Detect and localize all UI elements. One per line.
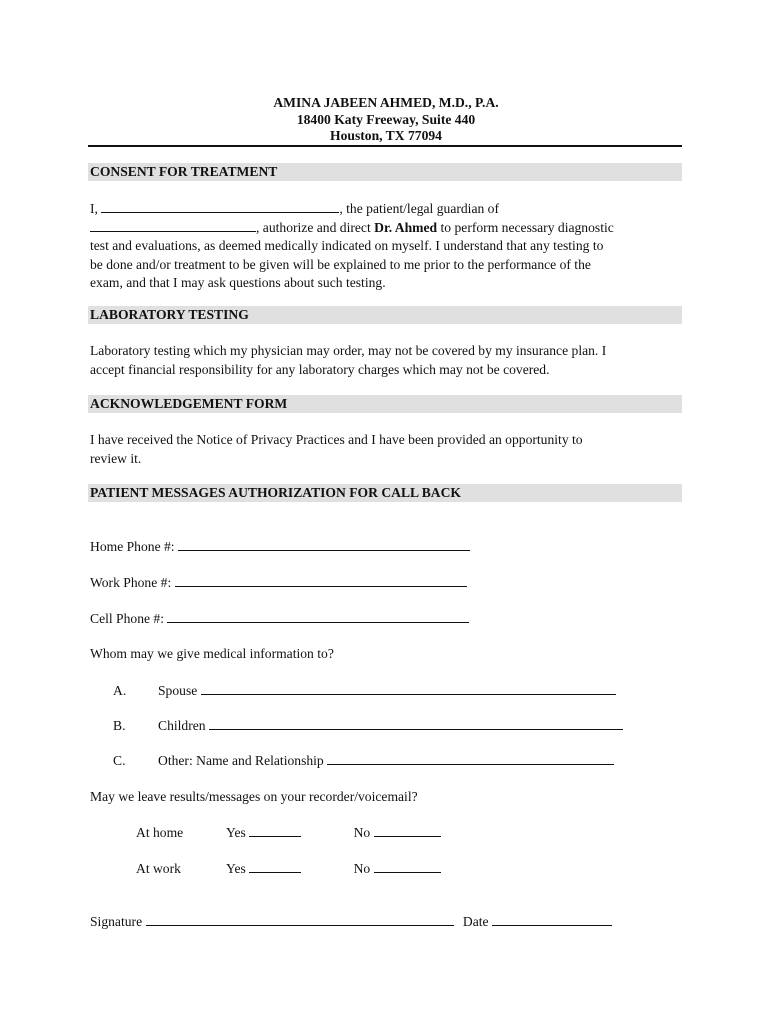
no-label: No [353, 861, 371, 876]
ack-paragraph [90, 431, 682, 468]
practice-header [90, 95, 682, 145]
at-work-yes-field[interactable] [249, 860, 301, 873]
home-phone-row [90, 538, 470, 555]
date-field[interactable] [492, 913, 612, 926]
whom-question: Whom may we give medical information to? [90, 646, 334, 661]
other-relationship-field[interactable] [327, 752, 614, 765]
option-children-row [113, 717, 623, 734]
no-label: No [353, 825, 371, 840]
at-home-yes-field[interactable] [249, 824, 301, 837]
option-label: Other: Name and Relationship [158, 753, 324, 768]
children-field[interactable] [209, 717, 623, 730]
consent-authorize-text: , authorize and direct [256, 219, 371, 235]
header-divider [88, 145, 682, 147]
consent-i: I, [90, 201, 98, 216]
lab-paragraph [90, 342, 682, 379]
home-phone-field[interactable] [178, 538, 470, 551]
yes-label: Yes [226, 825, 246, 840]
consent-line-3: test and evaluations, as deemed medically indicated on myself. I understand that any testing to [90, 238, 604, 253]
cell-phone-field[interactable] [167, 610, 469, 623]
at-home-no-field[interactable] [374, 824, 441, 837]
option-label: Spouse [158, 683, 198, 698]
option-label: Children [158, 718, 206, 733]
date-label: Date [462, 914, 489, 929]
option-letter: B. [113, 718, 126, 733]
consent-paragraph [90, 200, 682, 293]
practice-name: AMINA JABEEN AHMED, M.D., P.A. [273, 95, 499, 110]
at-work-row [136, 860, 441, 877]
signature-row [90, 913, 612, 930]
work-phone-field[interactable] [175, 574, 467, 587]
consent-line-5: exam, and that I may ask questions about such testing. [90, 275, 386, 290]
at-home-row [136, 824, 441, 841]
practice-address: 18400 Katy Freeway, Suite 440 [296, 111, 476, 127]
at-work-label: At work [136, 861, 181, 876]
ack-line-2: review it. [90, 450, 142, 466]
signature-label: Signature [90, 914, 143, 929]
option-other-row [113, 752, 614, 769]
lab-line-1: Laboratory testing which my physician may order, may not be covered by my insurance plan. I [90, 343, 607, 358]
at-work-no-field[interactable] [374, 860, 441, 873]
option-spouse-row [113, 682, 616, 699]
section-messages-heading: PATIENT MESSAGES AUTHORIZATION FOR CALL BACK [88, 484, 682, 502]
doctor-name: Dr. Ahmed [374, 219, 438, 235]
ack-line-1: I have received the Notice of Privacy Practices and I have been provided an opportunity to [90, 432, 583, 447]
practice-city: Houston, TX 77094 [330, 128, 442, 143]
cell-phone-row [90, 610, 469, 627]
signature-field[interactable] [146, 913, 454, 926]
yes-label: Yes [226, 861, 246, 876]
section-lab-heading: LABORATORY TESTING [88, 306, 682, 324]
voicemail-question: May we leave results/messages on your recorder/voicemail? [90, 789, 418, 804]
spouse-field[interactable] [201, 682, 616, 695]
at-home-label: At home [136, 825, 184, 840]
consent-line-4: be done and/or treatment to be given will be explained to me prior to the performance of the [90, 256, 591, 272]
lab-line-2: accept financial responsibility for any laboratory charges which may not be covered. [90, 361, 550, 377]
option-letter: A. [113, 683, 127, 698]
guardian-of-field[interactable] [90, 219, 256, 232]
home-phone-label: Home Phone #: [90, 539, 175, 554]
cell-phone-label: Cell Phone #: [90, 611, 165, 626]
patient-name-field[interactable] [101, 200, 339, 213]
work-phone-label: Work Phone #: [90, 575, 172, 590]
consent-guardian-text: , the patient/legal guardian of [339, 201, 500, 216]
consent-perform-text: to perform necessary diagnostic [440, 219, 614, 235]
option-letter: C. [113, 753, 126, 768]
section-consent-heading: CONSENT FOR TREATMENT [88, 163, 682, 181]
work-phone-row [90, 574, 467, 591]
section-ack-heading: ACKNOWLEDGEMENT FORM [88, 395, 682, 413]
